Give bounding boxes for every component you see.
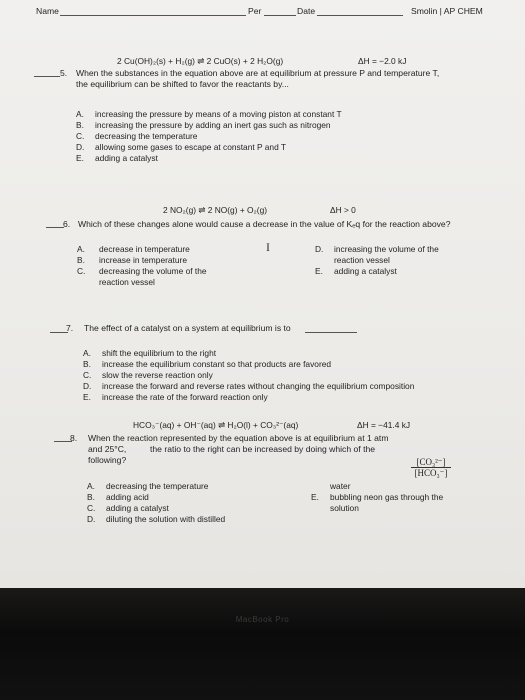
name-blank [60, 15, 246, 16]
q7-option-text: increase the rate of the forward reaction only [102, 392, 268, 402]
q5-option-text: decreasing the temperature [95, 131, 198, 141]
q5-answer-blank [34, 76, 60, 77]
date-label: Date [297, 6, 316, 16]
concentration-ratio [411, 457, 451, 478]
q8-option-text: diluting the solution with distilled [106, 514, 226, 524]
q7-option-letter: E. [83, 392, 91, 402]
q8-option-text: water [330, 481, 351, 491]
q5-option-letter: B. [76, 120, 84, 130]
q6-option-letter: A. [77, 244, 85, 254]
q6-option-text: decrease in temperature [99, 244, 190, 254]
q8-option-letter: E. [311, 492, 319, 502]
per-blank [264, 15, 296, 16]
q6-option-letter: D. [315, 244, 324, 254]
q8-option-text: solution [330, 503, 359, 513]
q6-option-letter: C. [77, 266, 86, 276]
q6-option-text: increase in temperature [99, 255, 187, 265]
q8-option-text: bubbling neon gas through the [330, 492, 444, 502]
q7-fill-blank [305, 332, 357, 333]
q8-stem-line2b: the ratio to the right can be increased by doing which of the [150, 444, 376, 454]
q8-stem-line1: When the reaction represented by the equation above is at equilibrium at 1 atm [88, 433, 389, 443]
q6-answer-blank [46, 227, 64, 228]
q7-number: 7. [66, 323, 74, 333]
q8-option-text: adding a catalyst [106, 503, 169, 513]
q8-number: 8. [70, 433, 78, 443]
q5-option-text: adding a catalyst [95, 153, 158, 163]
q6-option-text: increasing the volume of the [334, 244, 439, 254]
q5-stem-line2: the equilibrium can be shifted to favor the reactants by... [76, 79, 289, 89]
q5-option-text: increasing the pressure by means of a moving piston at constant T [95, 109, 342, 119]
q6-option-letter: B. [77, 255, 85, 265]
class-label: Smolin | AP CHEM [411, 6, 483, 16]
q5-equation: 2 Cu(OH)₂(s) + H₂(g) ⇌ 2 CuO(s) + 2 H₂O(g) [117, 56, 284, 66]
q6-option-text: decreasing the volume of the [99, 266, 207, 276]
ratio-numerator: [CO₃²⁻] [411, 457, 451, 468]
text-cursor-icon: I [266, 240, 270, 254]
q5-option-letter: A. [76, 109, 84, 119]
q7-option-letter: A. [83, 348, 91, 358]
q6-equation: 2 NO₂(g) ⇌ 2 NO(g) + O₂(g) [163, 205, 268, 215]
q7-option-letter: B. [83, 359, 91, 369]
q7-option-letter: C. [83, 370, 92, 380]
q7-option-text: increase the forward and reverse rates without changing the equilibrium composition [102, 381, 415, 391]
q8-option-letter: C. [87, 503, 96, 513]
q6-option-text: reaction vessel [99, 277, 155, 287]
q5-option-text: allowing some gases to escape at constant P and T [95, 142, 287, 152]
q5-stem-line1: When the substances in the equation above are at equilibrium at pressure P and temperature T, [76, 68, 440, 78]
q6-option-text: adding a catalyst [334, 266, 397, 276]
q6-option-text: reaction vessel [334, 255, 390, 265]
q5-option-letter: C. [76, 131, 85, 141]
per-label: Per [248, 6, 262, 16]
q6-option-letter: E. [315, 266, 323, 276]
q8-stem-line3: following? [88, 455, 127, 465]
q8-option-text: decreasing the temperature [106, 481, 209, 491]
name-label: Name [36, 6, 59, 16]
date-blank [317, 15, 403, 16]
q7-option-text: increase the equilibrium constant so that products are favored [102, 359, 332, 369]
ratio-denominator: [HCO₃⁻] [414, 468, 448, 478]
q7-stem: The effect of a catalyst on a system at equilibrium is to [84, 323, 291, 333]
q8-option-letter: B. [87, 492, 95, 502]
q5-enthalpy: ΔH = −2.0 kJ [358, 56, 407, 66]
q5-option-text: increasing the pressure by adding an inert gas such as nitrogen [95, 120, 331, 130]
q8-stem-line2a: and 25°C, [88, 444, 127, 454]
q8-enthalpy: ΔH = −41.4 kJ [357, 420, 411, 430]
laptop-bezel [0, 588, 525, 700]
q5-option-letter: D. [76, 142, 85, 152]
q7-option-text: slow the reverse reaction only [102, 370, 213, 380]
q8-option-text: adding acid [106, 492, 149, 502]
q5-number: 5. [60, 68, 68, 78]
q8-option-letter: A. [87, 481, 95, 491]
q7-option-text: shift the equilibrium to the right [102, 348, 217, 358]
q6-stem: Which of these changes alone would cause a decrease in the value of Kₑq for the reaction above? [78, 219, 451, 229]
q6-enthalpy: ΔH > 0 [330, 205, 356, 215]
q7-option-letter: D. [83, 381, 92, 391]
laptop-logo: MacBook Pro [235, 615, 290, 624]
q5-option-letter: E. [76, 153, 84, 163]
q8-option-letter: D. [87, 514, 96, 524]
q6-number: 6. [63, 219, 71, 229]
q8-equation: HCO₃⁻(aq) + OH⁻(aq) ⇌ H₂O(l) + CO₃²⁻(aq) [133, 420, 299, 430]
